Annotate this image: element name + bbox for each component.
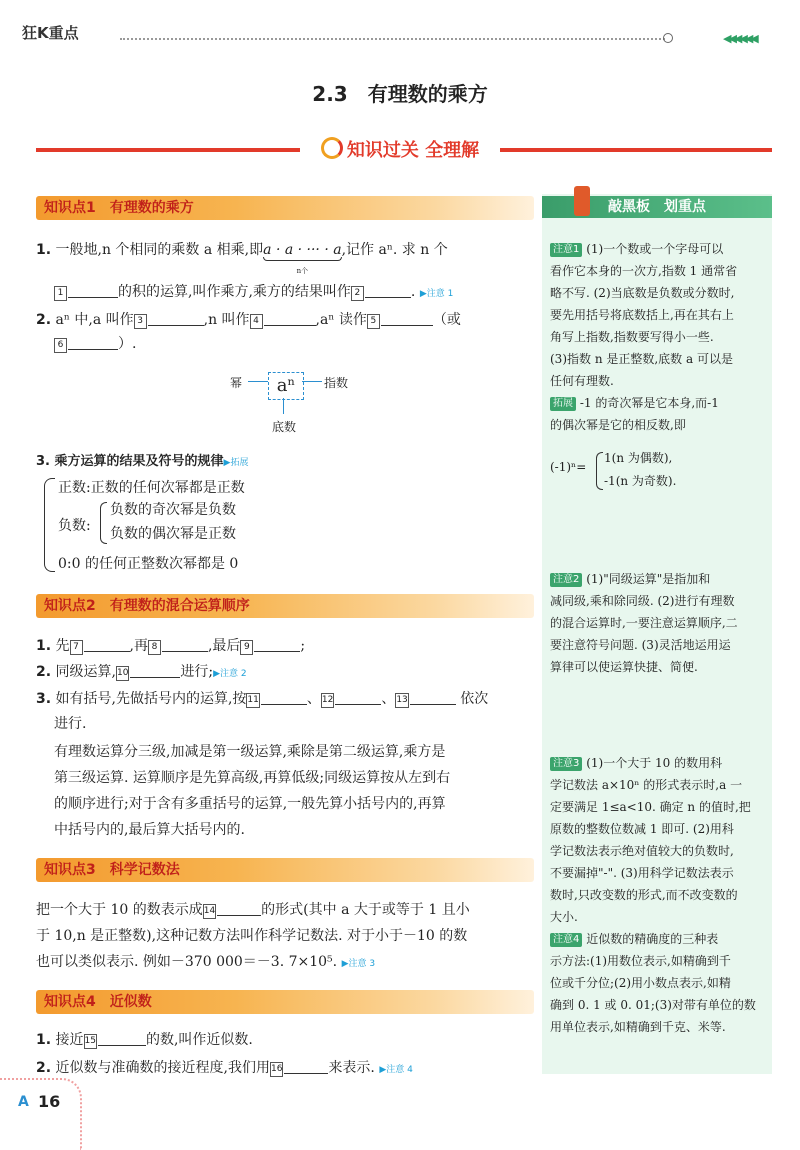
brace-outer: [44, 478, 55, 572]
kp2-para-1: 有理数运算分三级,加减是第一级运算,乘除是第二级运算,乘方是: [54, 744, 446, 760]
page-corner-decoration: [0, 1078, 82, 1150]
answer-blank-9[interactable]: [254, 637, 300, 652]
blank-box-6: 6: [54, 338, 67, 353]
page-logo-icon: A: [18, 1094, 29, 1110]
blank-box-11: 11: [246, 693, 259, 708]
swirl-icon: [321, 137, 343, 159]
sidebar-title: 敲黑板 划重点: [542, 196, 772, 218]
kp2-heading: 知识点2 有理数的混合运算顺序: [36, 594, 534, 618]
blank-box-14: 14: [203, 904, 216, 919]
kp2-item1: 1. 先 7 ,再 8 ,最后 9 ;: [36, 638, 306, 654]
answer-blank-3[interactable]: [148, 311, 204, 326]
kp3-line-2: 于 10,n 是正整数),这种记数方法叫作科学记数法. 对于小于－10 的数: [36, 928, 468, 944]
blank-box-12: 12: [321, 693, 334, 708]
kp1-heading: 知识点1 有理数的乘方: [36, 196, 534, 220]
kp1-item3: 3. 乘方运算的结果及符号的规律▶拓展: [36, 454, 249, 469]
expand-link[interactable]: ▶拓展: [223, 458, 249, 468]
blank-box-4: 4: [250, 314, 263, 329]
answer-blank-10[interactable]: [130, 663, 180, 678]
rule-zero: 0:0 的任何正整数次幂都是 0: [58, 556, 239, 572]
kp1-item1-cont: 1 的积的运算,叫作乘方,乘方的结果叫作 2 . ▶注意 1: [54, 279, 526, 307]
kp4-heading: 知识点4 近似数: [36, 990, 534, 1014]
answer-blank-7[interactable]: [84, 637, 130, 652]
kp4-item1: 1. 接近15 的数,叫作近似数.: [36, 1032, 253, 1048]
sidebar-note-1: 注意1 (1)一个数或一个字母可以 看作它本身的一次方,指数 1 通常省 略不写. (2)当底数是负数或分数时, 要先用括号将底数括上,再在其右上 角写上指数,指数要写得小一些. (3)指数 n 是正整数,底数 a 可以是 任何有理数. 拓展 -1 的奇次幂是它本身,而-1 的偶次幂是它的相反数,即: [550, 242, 738, 432]
diagram-expression: aⁿ: [268, 372, 304, 400]
diagram-exponent-label: 指数: [324, 376, 349, 390]
answer-blank-4[interactable]: [264, 311, 316, 326]
kp2-item3: 3. 如有括号,先做括号内的运算,按11 、12 、13 依次: [36, 691, 489, 707]
brace-inner: [100, 502, 107, 544]
blank-box-10: 10: [116, 666, 129, 681]
answer-blank-12[interactable]: [335, 690, 381, 705]
band-title: 知识过关 全理解: [300, 136, 500, 162]
blank-box-2: 2: [351, 286, 364, 301]
note4-tag: 注意4: [550, 933, 582, 947]
note1-link[interactable]: ▶注意 1: [419, 289, 454, 299]
header-arrows-icon: ◀◀◀◀◀◀: [723, 32, 756, 45]
kp2-para-4: 中括号内的,最后算大括号内的.: [54, 822, 245, 838]
brand-logo: 狂K重点: [22, 24, 79, 42]
ext-formula-even: 1(n 为偶数),: [604, 451, 673, 465]
diagram-arrow-down: [283, 398, 284, 414]
note3-tag: 注意3: [550, 757, 582, 771]
answer-blank-1[interactable]: [68, 283, 118, 298]
answer-blank-15[interactable]: [98, 1031, 146, 1046]
answer-blank-14[interactable]: [217, 901, 261, 916]
kp1-item2-cont: 6 ）.: [54, 331, 526, 357]
kp2-item3-cont: 进行.: [54, 716, 87, 732]
kp1-item2: 2. aⁿ 中,a 叫作 3 ,n 叫作 4 ,aⁿ 读作 5 （或: [36, 312, 461, 328]
header-ring-icon: [663, 33, 673, 43]
kp3-line-1: 把一个大于 10 的数表示成14 的形式(其中 a 大于或等于 1 且小: [36, 902, 470, 918]
kp2-para-3: 的顺序进行;对于含有多重括号的运算,一般先算小括号内的,再算: [54, 796, 446, 812]
note4-link[interactable]: ▶注意 4: [379, 1065, 413, 1075]
blank-box-16: 16: [270, 1062, 283, 1077]
ext-formula-odd: -1(n 为奇数).: [604, 474, 677, 488]
band-line-right: [500, 148, 772, 152]
answer-blank-5[interactable]: [381, 311, 433, 326]
page-number: 16: [38, 1092, 61, 1111]
rule-negative-even: 负数的偶次幂是正数: [110, 526, 236, 542]
extension-tag: 拓展: [550, 397, 576, 411]
kp3-heading: 知识点3 科学记数法: [36, 858, 534, 882]
answer-blank-8[interactable]: [162, 637, 208, 652]
sidebar-note-2: 注意2 (1)"同级运算"是指加和 减同级,乘和除同级. (2)进行有理数 的混合运算时,一要注意运算顺序,二 要注意符号问题. (3)灵活地运用运 算律可以使运算快捷、简便.: [550, 572, 738, 674]
sidebar-note-3: 注意3 (1)一个大于 10 的数用科 学记数法 a×10ⁿ 的形式表示时,a 一 定要满足 1≤a<10. 确定 n 的值时,把 原数的整数位数减 1 即可. (2)用科 学记数法表示绝对值较大的负数时, 不要漏掉"-". (3)用科学记数法表示 数时,只改变数的形式,而不改变数的 大小. 注意4 近似数的精确度的三种表 示方法:(1)用数位表示,如精确到千 位或千分位;(2)用小数点表示,如精 确到 0. 1 或 0. 01;(3)对带有单位的数 用单位表示,如精确到千克、米等.: [550, 756, 756, 1034]
blank-box-8: 8: [148, 640, 161, 655]
kp1-item1: 1. 一般地,n 个相同的乘数 a 相乘,即a · a · ··· · a n个 ,记作 aⁿ. 求 n 个: [36, 242, 448, 275]
blank-box-3: 3: [134, 314, 147, 329]
kp2-item2: 2. 同级运算,10 进行;▶注意 2: [36, 664, 247, 680]
rule-positive: 正数:正数的任何次幂都是正数: [58, 480, 245, 496]
blank-box-7: 7: [70, 640, 83, 655]
ext-formula-brace: [596, 452, 603, 490]
answer-blank-2[interactable]: [365, 283, 411, 298]
section-title: 2.3 有理数的乘方: [312, 82, 488, 106]
diagram-base-label: 底数: [272, 420, 297, 434]
answer-blank-11[interactable]: [261, 690, 307, 705]
note2-link[interactable]: ▶注意 2: [213, 669, 247, 679]
kp3-line-3: 也可以类似表示. 例如－370 000＝－3. 7×10⁵. ▶注意 3: [36, 954, 376, 970]
note2-tag: 注意2: [550, 573, 582, 587]
diagram-arrow-right: [302, 381, 322, 382]
band-line-left: [36, 148, 300, 152]
answer-blank-6[interactable]: [68, 335, 118, 350]
blackboard-icon: [574, 186, 590, 216]
answer-blank-13[interactable]: [410, 690, 456, 705]
kp2-para-2: 第三级运算. 运算顺序是先算高级,再算低级;同级运算按从左到右: [54, 770, 451, 786]
rule-negative-odd: 负数的奇次幂是负数: [110, 502, 236, 518]
rule-negative-label: 负数:: [58, 518, 91, 534]
blank-box-1: 1: [54, 286, 67, 301]
diagram-power-label: 幂: [230, 376, 243, 390]
note3-link[interactable]: ▶注意 3: [341, 959, 376, 969]
header-dotted-line: [120, 38, 665, 40]
blank-box-9: 9: [240, 640, 253, 655]
blank-box-15: 15: [84, 1034, 97, 1049]
blank-box-13: 13: [395, 693, 408, 708]
diagram-arrow-left: [248, 381, 268, 382]
kp4-item2: 2. 近似数与准确数的接近程度,我们用16 来表示. ▶注意 4: [36, 1060, 413, 1076]
blank-box-5: 5: [367, 314, 380, 329]
ext-formula-lhs: (-1)ⁿ=: [550, 460, 587, 474]
answer-blank-16[interactable]: [284, 1059, 328, 1074]
note1-tag: 注意1: [550, 243, 582, 257]
